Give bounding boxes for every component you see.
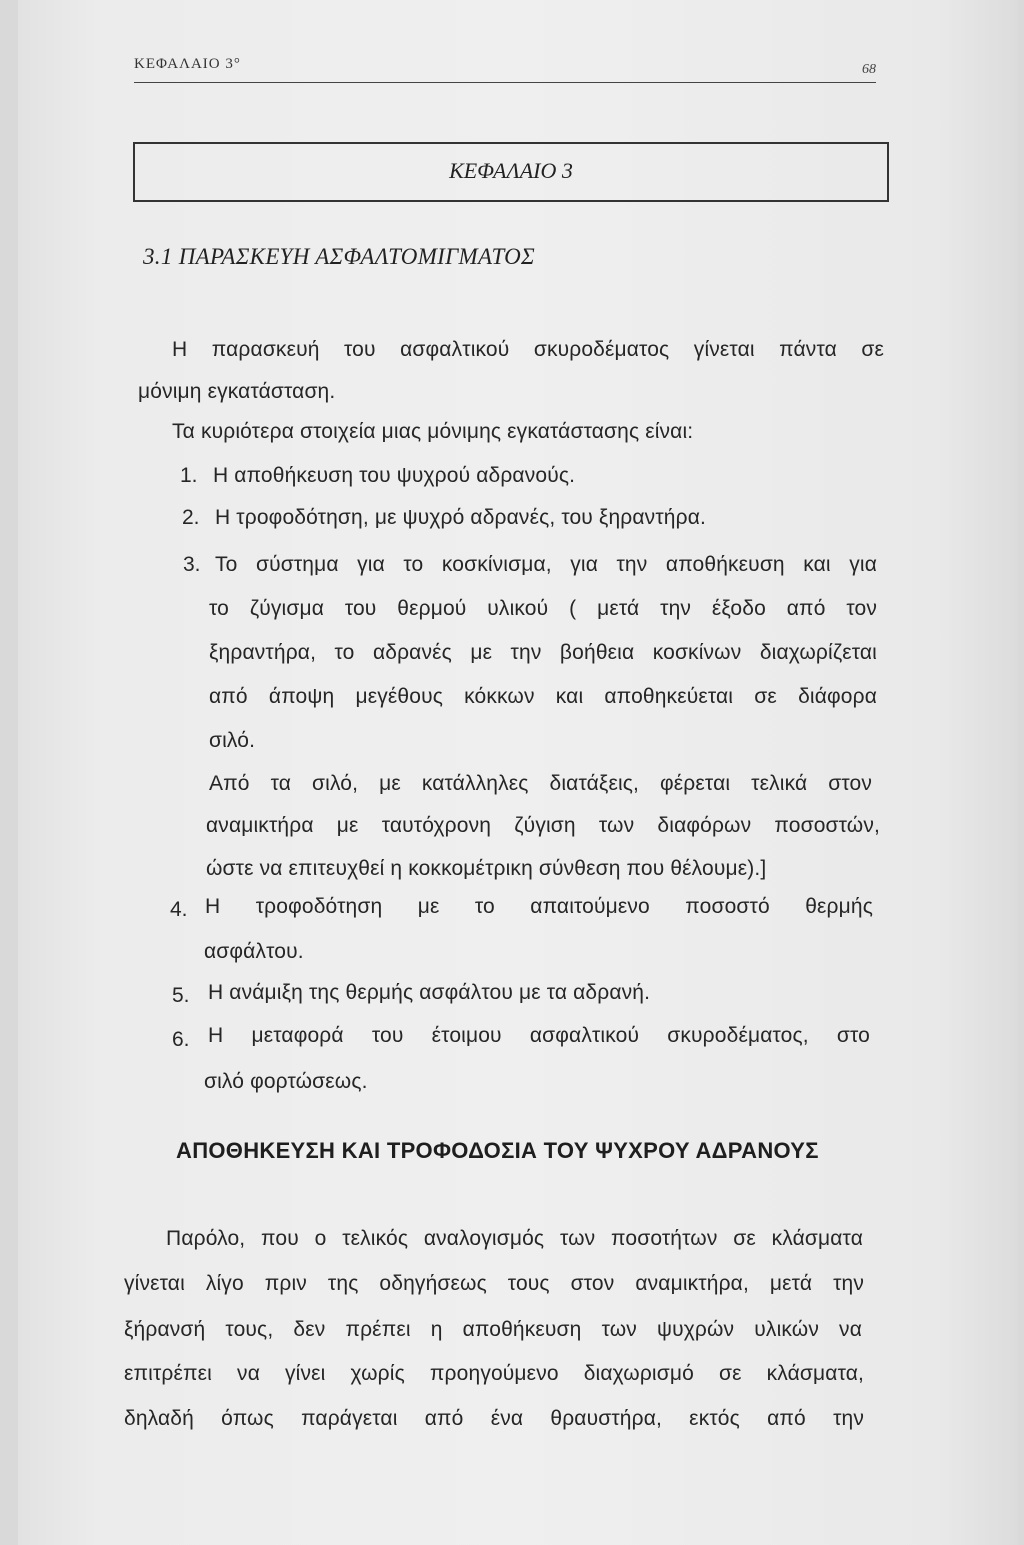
intro-line-2: μόνιμη εγκατάσταση. (138, 380, 336, 403)
intro-line-3: Τα κυριότερα στοιχεία μιας μόνιμης εγκατάστασης είναι: (172, 420, 694, 443)
list-item-6-number: 6. (172, 1028, 190, 1051)
list-item-3-line-8: ώστε να επιτευχθεί η κοκκομέτρικη σύνθεση που θέλουμε).] (206, 857, 767, 880)
list-item-1-text: Η αποθήκευση του ψυχρού αδρανούς. (213, 464, 576, 487)
list-item-4-line-1: Η τροφοδότηση με το απαιτούμενο ποσοστό θερμής (205, 895, 873, 918)
list-item-3-line-3: ξηραντήρα, το αδρανές με την βοήθεια κοσκίνων διαχωρίζεται (209, 641, 877, 664)
list-item-2-number: 2. (182, 506, 200, 529)
list-item-3-line-1: Το σύστημα για το κοσκίνισμα, για την αποθήκευση και για (215, 553, 877, 576)
list-item-3-line-4: από άποψη μεγέθους κόκκων και αποθηκεύεται σε διάφορα (209, 685, 877, 708)
chapter-title: ΚΕΦΑΛΑΙΟ 3 (449, 158, 573, 183)
list-item-3-line-6: Από τα σιλό, με κατάλληλες διατάξεις, φέρεται τελικά στον (209, 772, 872, 795)
subsection-line-4: επιτρέπει να γίνει χωρίς προηγούμενο διαχωρισμό σε κλάσματα, (124, 1362, 864, 1385)
list-item-3-line-2: το ζύγισμα του θερμού υλικού ( μετά την έξοδο από τον (209, 597, 877, 620)
list-item-5-text: Η ανάμιξη της θερμής ασφάλτου με τα αδρανή. (208, 981, 651, 1004)
chapter-title-box (133, 142, 889, 202)
subsection-heading: ΑΠΟΘΗΚΕΥΣΗ ΚΑΙ ΤΡΟΦΟΔΟΣΙΑ ΤΟΥ ΨΥΧΡΟΥ ΑΔΡΑΝΟΥΣ (176, 1138, 819, 1163)
list-item-6-line-2: σιλό φορτώσεως. (204, 1070, 368, 1093)
subsection-line-1: Παρόλο, που ο τελικός αναλογισμός των ποσοτήτων σε κλάσματα (166, 1227, 863, 1250)
section-heading: 3.1 ΠΑΡΑΣΚΕΥΗ ΑΣΦΑΛΤΟΜΙΓΜΑΤΟΣ (143, 244, 536, 269)
running-head: ΚΕΦΑΛΑΙΟ 3° (134, 56, 241, 72)
list-item-2-text: Η τροφοδότηση, με ψυχρό αδρανές, του ξηραντήρα. (215, 506, 706, 529)
list-item-3-line-5: σιλό. (209, 729, 256, 752)
subsection-line-2: γίνεται λίγο πριν της οδηγήσεως τους στον αναμικτήρα, μετά την (124, 1272, 864, 1295)
page-number: 68 (862, 62, 876, 77)
list-item-4-line-2: ασφάλτου. (204, 940, 304, 963)
subsection-line-3: ξήρανσή τους, δεν πρέπει η αποθήκευση των ψυχρών υλικών να (124, 1318, 862, 1341)
list-item-6-line-1: Η μεταφορά του έτοιμου ασφαλτικού σκυροδέματος, στο (208, 1024, 870, 1047)
list-item-3-line-7: αναμικτήρα με ταυτόχρονη ζύγιση των διαφόρων ποσοστών, (206, 814, 880, 837)
page-header (134, 56, 876, 83)
list-item-5-number: 5. (172, 984, 190, 1007)
list-item-4-number: 4. (170, 898, 188, 921)
subsection-line-5: δηλαδή όπως παράγεται από ένα θραυστήρα, εκτός από την (124, 1407, 864, 1430)
list-item-3-number: 3. (183, 553, 201, 576)
intro-line-1: Η παρασκευή του ασφαλτικού σκυροδέματος γίνεται πάντα σε (172, 338, 884, 361)
list-item-1-number: 1. (180, 464, 198, 487)
